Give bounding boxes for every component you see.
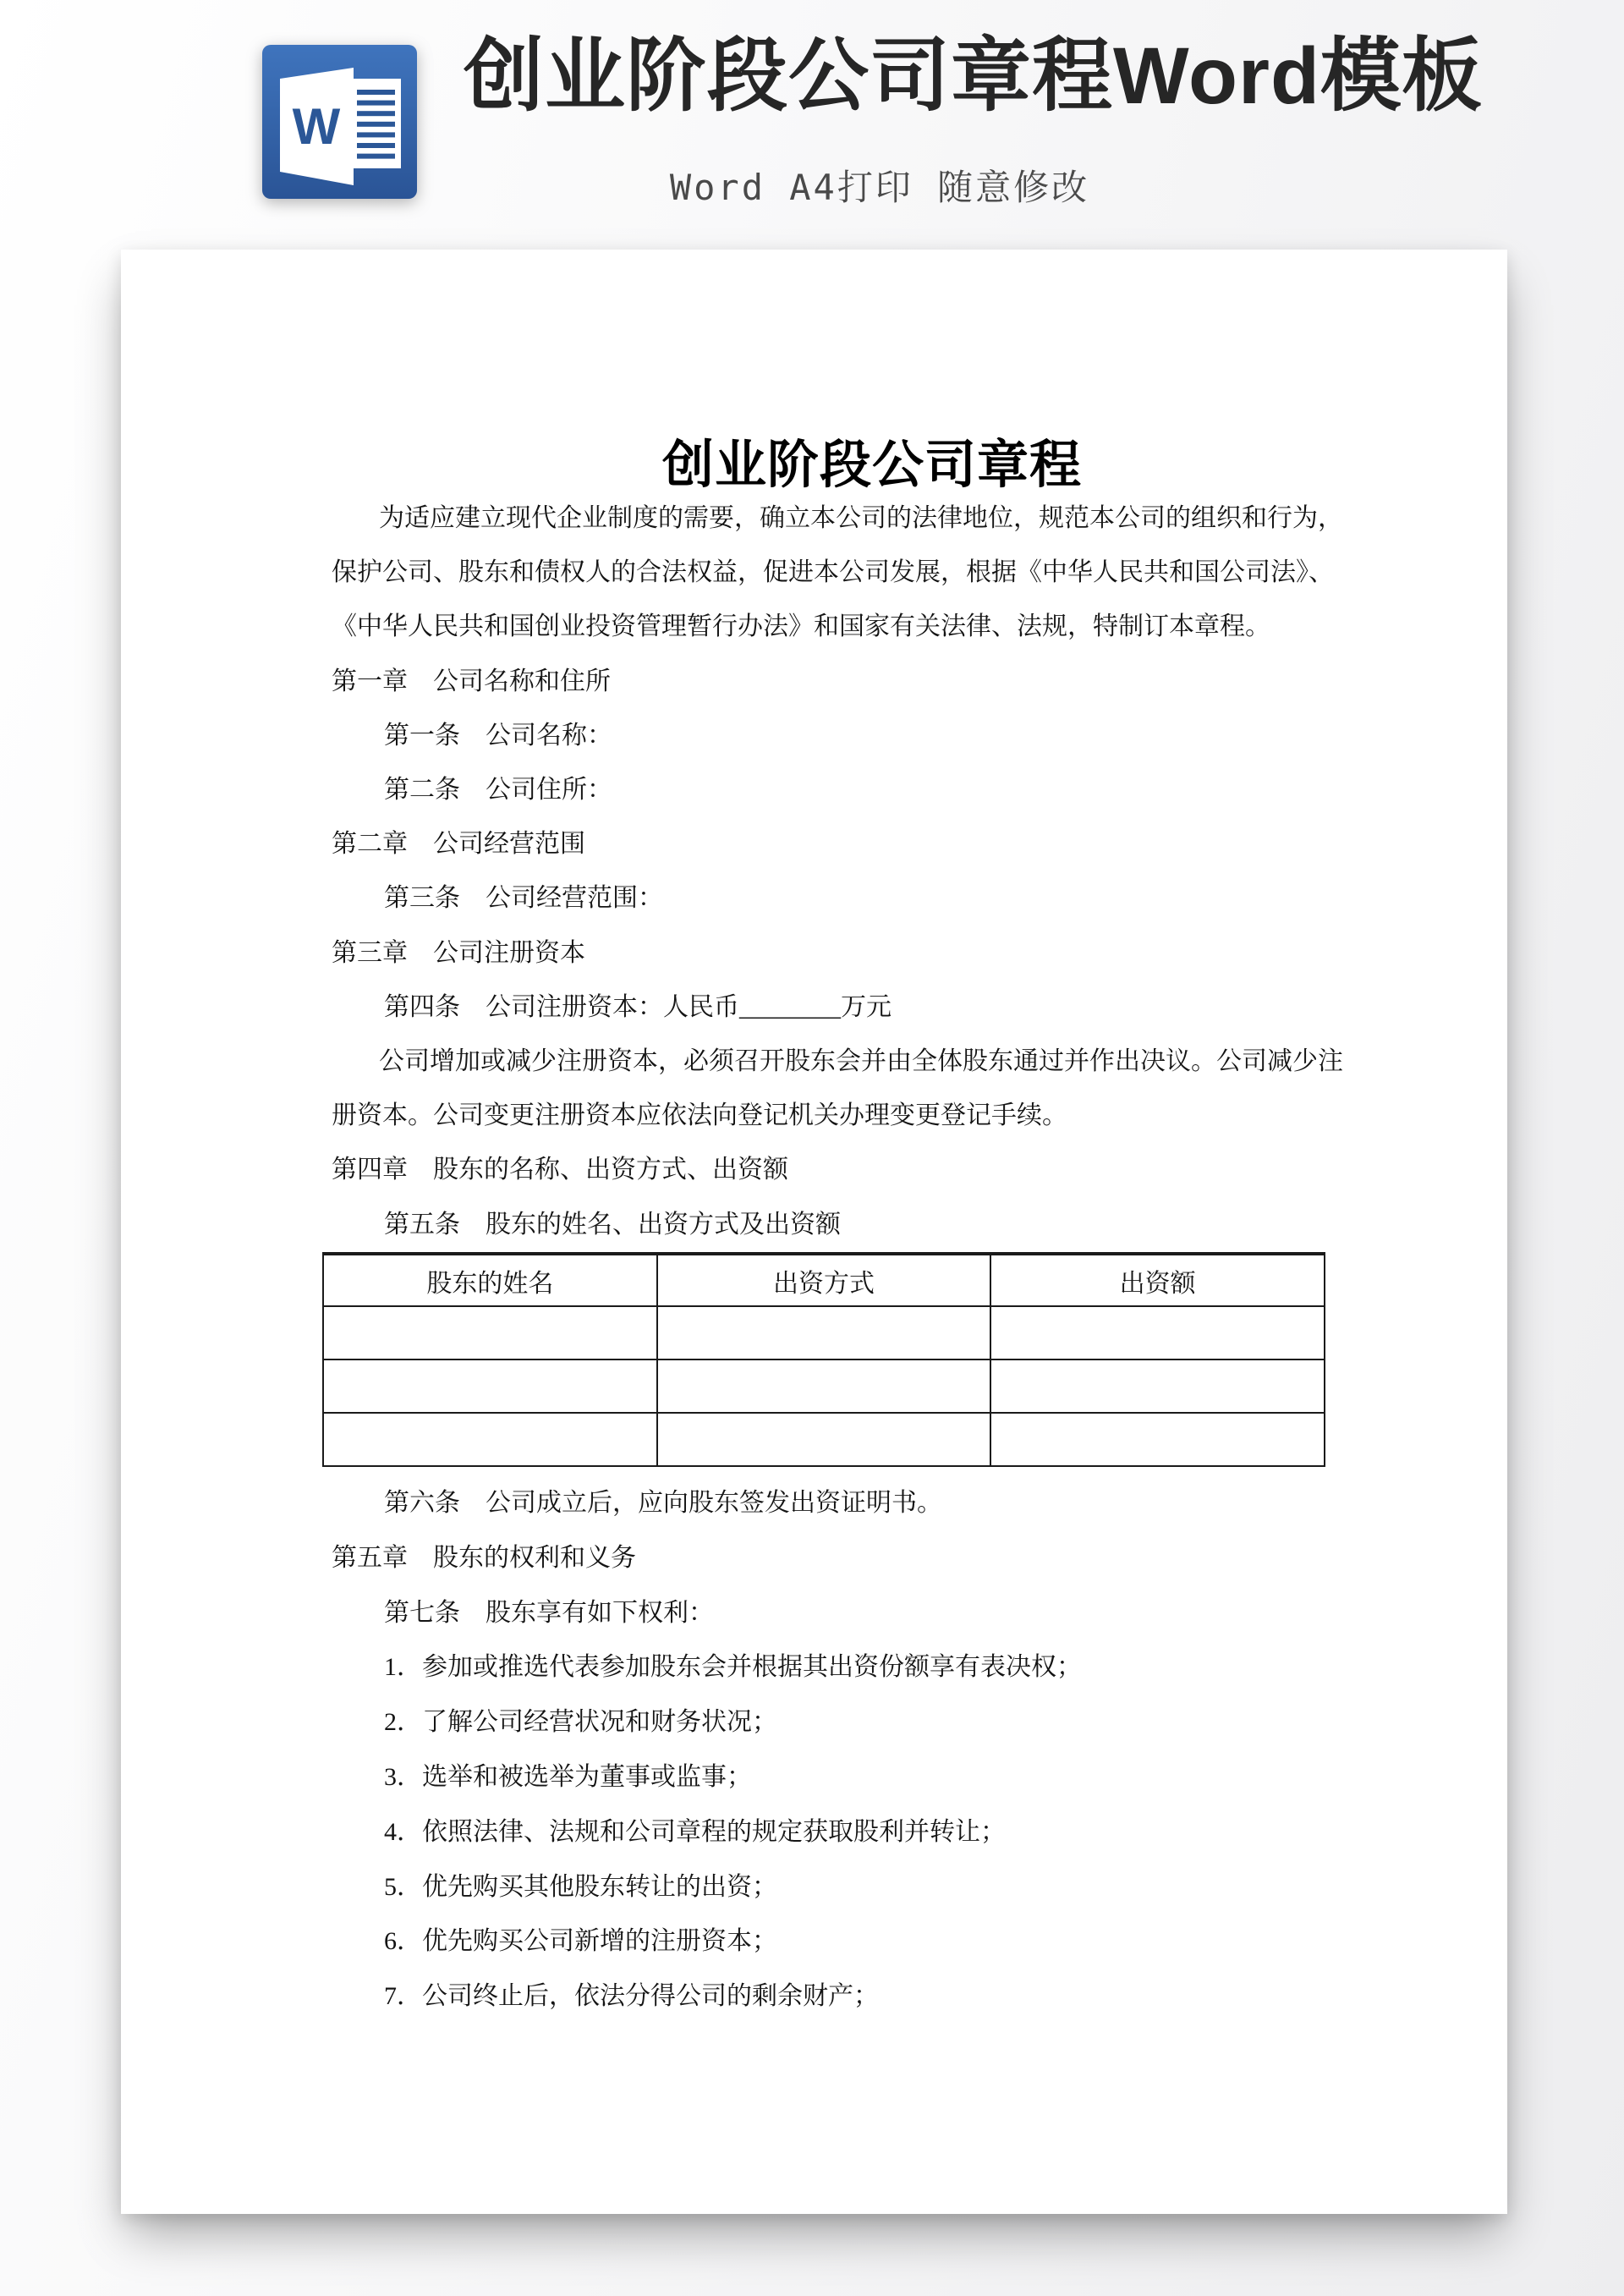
table-cell-empty <box>990 1359 1325 1413</box>
document-page <box>121 250 1507 2214</box>
table-cell-empty <box>657 1359 991 1413</box>
doc-list-item: 1．参加或推选代表参加股东会并根据其出资份额享有表决权； <box>384 1653 1082 1682</box>
document-title: 创业阶段公司章程 <box>662 437 1083 494</box>
table-cell-empty <box>323 1413 657 1466</box>
doc-article-line: 第六条 公司成立后，应向股东签发出资证明书。 <box>384 1489 942 1517</box>
doc-chapter-heading: 第五章 股东的权利和义务 <box>332 1543 636 1572</box>
table-row <box>323 1413 1325 1466</box>
doc-list-item: 3．选举和被选举为董事或监事； <box>384 1762 752 1791</box>
doc-article-line: 第五条 股东的姓名、出资方式及出资额 <box>384 1210 841 1239</box>
doc-list-item: 7．公司终止后，依法分得公司的剩余财产； <box>384 1982 879 2011</box>
doc-article-line: 第三条 公司经营范围： <box>384 884 663 913</box>
shareholders-table <box>322 1252 1325 1467</box>
table-cell-empty <box>657 1306 991 1359</box>
doc-line: 册资本。公司变更注册资本应依法向登记机关办理变更登记手续。 <box>332 1101 1067 1130</box>
doc-list-item: 2．了解公司经营状况和财务状况； <box>384 1708 777 1737</box>
doc-article-line: 第二条 公司住所： <box>384 776 612 805</box>
doc-chapter-heading: 第四章 股东的名称、出资方式、出资额 <box>332 1156 788 1184</box>
doc-line: 为适应建立现代企业制度的需要，确立本公司的法律地位，规范本公司的组织和行为， <box>379 504 1343 532</box>
doc-list-item: 4．依照法律、法规和公司章程的规定获取股利并转让； <box>384 1817 1006 1846</box>
doc-chapter-heading: 第三章 公司注册资本 <box>332 938 585 967</box>
table-header-shareholder-name: 股东的姓名 <box>323 1254 657 1306</box>
table-cell-empty <box>323 1306 657 1359</box>
doc-line: 保护公司、股东和债权人的合法权益，促进本公司发展，根据《中华人民共和国公司法》、 <box>332 558 1334 587</box>
doc-article-line: 第一条 公司名称： <box>384 721 612 750</box>
doc-list-item: 5．优先购买其他股东转让的出资； <box>384 1872 777 1901</box>
doc-line: 公司增加或减少注册资本，必须召开股东会并由全体股东通过并作出决议。公司减少注 <box>379 1047 1343 1076</box>
document-body-lower <box>332 1476 1338 2024</box>
table-header-row <box>323 1254 1325 1306</box>
banner-title: 创业阶段公司章程Word模板 <box>464 31 1483 121</box>
doc-chapter-heading: 第二章 公司经营范围 <box>332 830 585 859</box>
doc-article-line: 第七条 股东享有如下权利： <box>384 1598 714 1627</box>
banner-subtitle: Word A4打印 随意修改 <box>669 167 1090 208</box>
doc-line: 《中华人民共和国创业投资管理暂行办法》和国家有关法律、法规，特制订本章程。 <box>332 612 1270 641</box>
table-cell-empty <box>323 1359 657 1413</box>
table-cell-empty <box>990 1306 1325 1359</box>
table-cell-empty <box>657 1413 991 1466</box>
table-row <box>323 1359 1325 1413</box>
word-logo-icon <box>262 45 417 199</box>
svg-text:W: W <box>292 98 341 155</box>
table-header-contribution-amount: 出资额 <box>990 1254 1325 1306</box>
template-banner <box>0 0 1624 250</box>
document-body-upper <box>332 492 1343 1252</box>
doc-list-item: 6．优先购买公司新增的注册资本； <box>384 1927 777 1956</box>
table-cell-empty <box>990 1413 1325 1466</box>
table-header-contribution-method: 出资方式 <box>657 1254 991 1306</box>
doc-chapter-heading: 第一章 公司名称和住所 <box>332 667 611 695</box>
table-row <box>323 1306 1325 1359</box>
doc-article-line: 第四条 公司注册资本：人民币________万元 <box>384 992 892 1021</box>
